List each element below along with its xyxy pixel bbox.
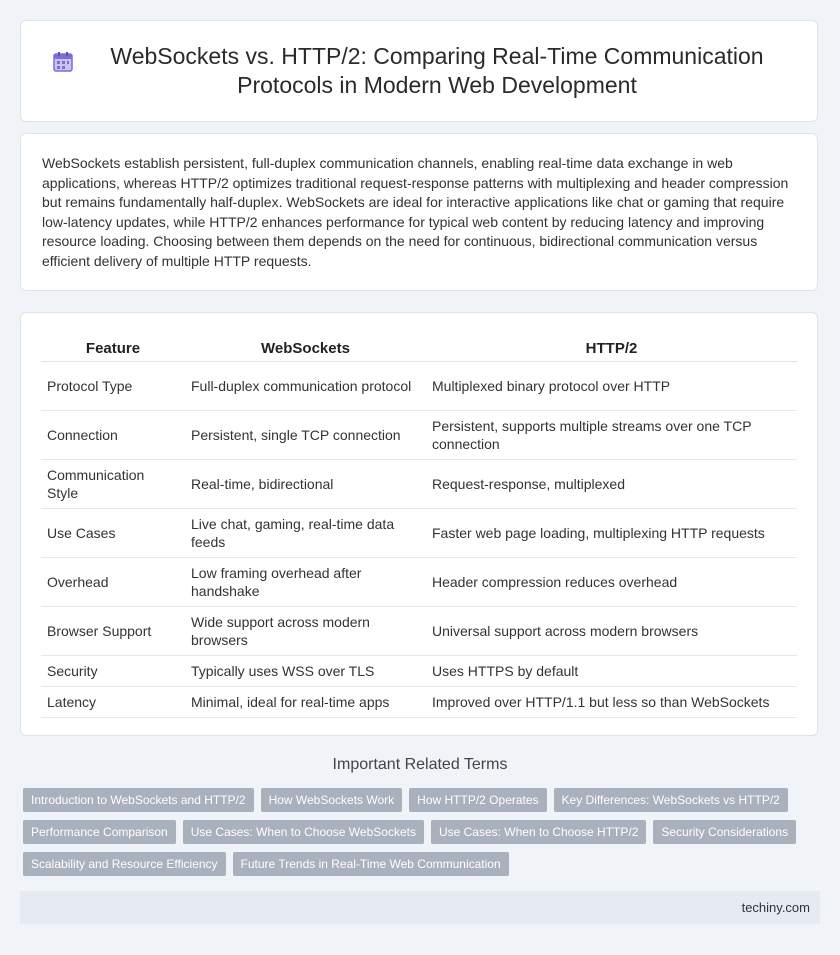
calendar-icon — [51, 50, 75, 74]
feature-cell: Latency — [41, 687, 185, 718]
websockets-cell: Wide support across modern browsers — [185, 607, 426, 656]
http2-cell: Universal support across modern browsers — [426, 607, 797, 656]
table-row — [41, 509, 797, 558]
http2-cell: Header compression reduces overhead — [426, 558, 797, 607]
related-terms-title: Important Related Terms — [332, 756, 508, 773]
http2-cell: Improved over HTTP/1.1 but less so than WebSockets — [426, 687, 797, 718]
comparison-table — [41, 331, 797, 718]
websockets-cell: Live chat, gaming, real-time data feeds — [185, 509, 426, 558]
header-http2: HTTP/2 — [426, 331, 797, 362]
table-header-row — [41, 331, 797, 362]
title-card — [20, 20, 818, 122]
related-term-tag[interactable]: Security Considerations — [653, 820, 796, 844]
intro-card — [20, 133, 818, 291]
feature-cell: Use Cases — [41, 509, 185, 558]
header-feature: Feature — [41, 331, 185, 362]
table-row — [41, 411, 797, 460]
footer-site[interactable]: techiny.com — [741, 900, 810, 915]
websockets-cell: Real-time, bidirectional — [185, 460, 426, 509]
feature-cell: Communication Style — [41, 460, 185, 509]
http2-cell: Multiplexed binary protocol over HTTP — [426, 362, 797, 411]
related-terms-list — [23, 788, 803, 876]
websockets-cell: Full-duplex communication protocol — [185, 362, 426, 411]
feature-cell: Browser Support — [41, 607, 185, 656]
http2-cell: Request-response, multiplexed — [426, 460, 797, 509]
table-row — [41, 460, 797, 509]
comparison-card — [20, 312, 818, 736]
related-term-tag[interactable]: How WebSockets Work — [261, 788, 403, 812]
table-row — [41, 607, 797, 656]
related-term-tag[interactable]: Performance Comparison — [23, 820, 176, 844]
related-term-tag[interactable]: Use Cases: When to Choose WebSockets — [183, 820, 424, 844]
intro-paragraph: WebSockets establish persistent, full-duplex communication channels, enabling real-time data exchange in web applications, whereas HTTP/2 optimizes traditional request-response patterns with multiplexing and header compression but remains fundamentally half-duplex. WebSockets are ideal for interactive applications like chat or gaming that require low-latency updates, while HTTP/2 enhances performance for typical web content by reducing latency and improving resource loading. Choosing between them depends on the need for continuous, bidirectional communication versus efficient delivery of multiple HTTP requests. — [42, 155, 789, 269]
websockets-cell: Minimal, ideal for real-time apps — [185, 687, 426, 718]
page-title: WebSockets vs. HTTP/2: Comparing Real-Time Communication Protocols in Modern Web Development — [110, 43, 764, 98]
feature-cell: Connection — [41, 411, 185, 460]
footer — [20, 891, 820, 924]
related-term-tag[interactable]: Scalability and Resource Efficiency — [23, 852, 226, 876]
related-term-tag[interactable]: Introduction to WebSockets and HTTP/2 — [23, 788, 254, 812]
http2-cell: Persistent, supports multiple streams over one TCP connection — [426, 411, 797, 460]
feature-cell: Protocol Type — [41, 362, 185, 411]
related-term-tag[interactable]: Use Cases: When to Choose HTTP/2 — [431, 820, 646, 844]
websockets-cell: Typically uses WSS over TLS — [185, 656, 426, 687]
table-row — [41, 687, 797, 718]
related-term-tag[interactable]: Future Trends in Real-Time Web Communication — [233, 852, 509, 876]
table-row — [41, 656, 797, 687]
related-term-tag[interactable]: Key Differences: WebSockets vs HTTP/2 — [554, 788, 788, 812]
feature-cell: Security — [41, 656, 185, 687]
websockets-cell: Low framing overhead after handshake — [185, 558, 426, 607]
http2-cell: Uses HTTPS by default — [426, 656, 797, 687]
table-row — [41, 362, 797, 411]
feature-cell: Overhead — [41, 558, 185, 607]
http2-cell: Faster web page loading, multiplexing HTTP requests — [426, 509, 797, 558]
related-term-tag[interactable]: How HTTP/2 Operates — [409, 788, 546, 812]
header-websockets: WebSockets — [185, 331, 426, 362]
websockets-cell: Persistent, single TCP connection — [185, 411, 426, 460]
table-row — [41, 558, 797, 607]
